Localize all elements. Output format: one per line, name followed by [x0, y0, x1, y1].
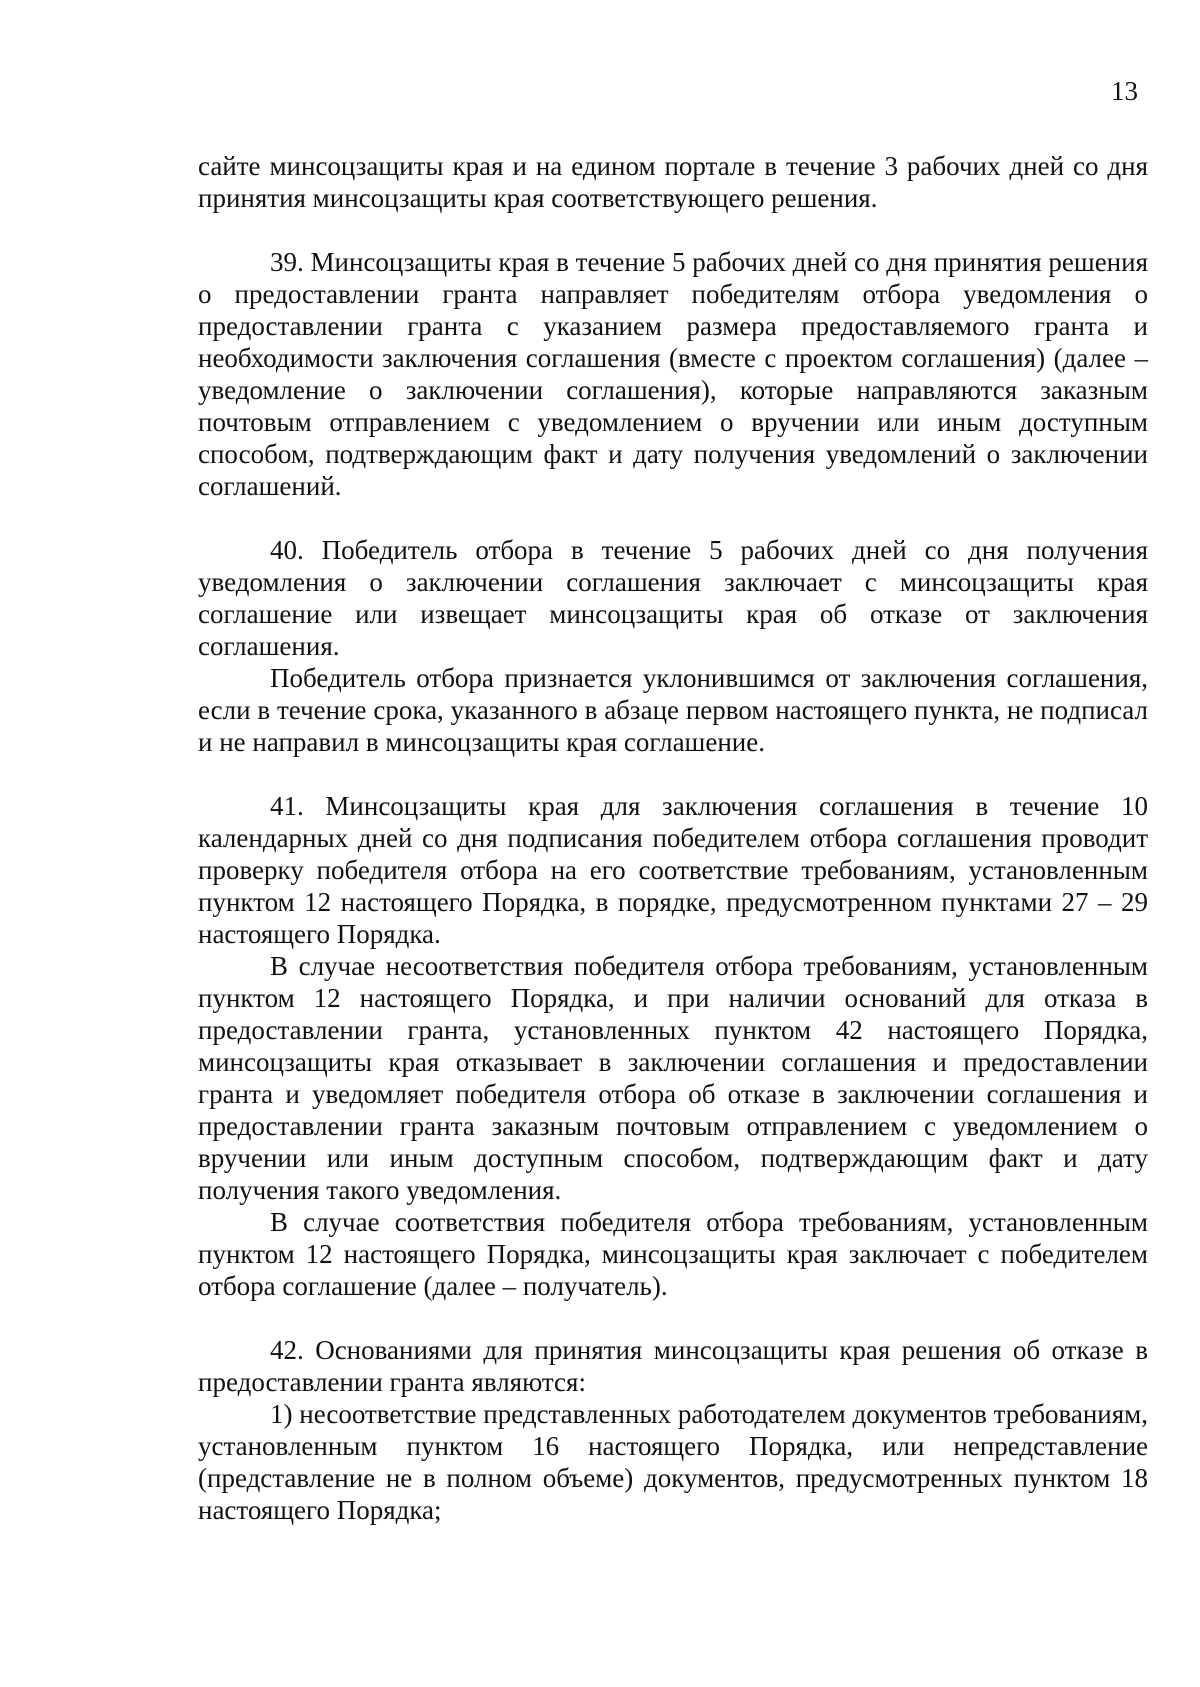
- paragraph-40: 40. Победитель отбора в течение 5 рабочих дней со дня получения уведомления о заключении соглашения заключает с минсоцзащиты края соглашение или извещает минсоцзащиты края об отказе от заключения соглашения.: [198, 535, 1148, 661]
- paragraph-41-part-3: В случае соответствия победителя отбора требованиям, установленным пунктом 12 настоящего Порядка, минсоцзащиты края заключает с победителем отбора соглашение (далее – получатель).: [198, 1207, 1148, 1301]
- paragraph-41: 41. Минсоцзащиты края для заключения соглашения в течение 10 календарных дней со дня подписания победителем отбора соглашения проводит проверку победителя отбора на его соответствие требованиям, установленным пунктом 12 настоящего Порядка, в порядке, предусмотренном пунктами 27 – 29 настоящего Порядка.: [198, 791, 1148, 949]
- paragraph-42-item-1: 1) несоответствие представленных работодателем документов требованиям, установленным пунктом 16 настоящего Порядка, или непредставление (представление не в полном объеме) документов, предусмотренных пунктом 18 настоящего Порядка;: [198, 1399, 1148, 1525]
- page-number: 13: [1111, 76, 1138, 106]
- paragraph-41-part-2: В случае несоответствия победителя отбора требованиям, установленным пунктом 12 настоящего Порядка, и при наличии оснований для отказа в предоставлении гранта, установленных пунктом 42 настоящего Порядка, минсоцзащиты края отказывает в заключении соглашения и предоставлении гранта и уведомляет победителя отбора об отказе в заключении соглашения и предоставлении гранта заказным почтовым отправлением с уведомлением о вручении или иным доступным способом, подтверждающим факт и дату получения такого уведомления.: [198, 951, 1148, 1205]
- paragraph-continuation: сайте минсоцзащиты края и на едином портале в течение 3 рабочих дней со дня принятия минсоцзащиты края соответствующего решения.: [198, 151, 1148, 213]
- paragraph-39: 39. Минсоцзащиты края в течение 5 рабочих дней со дня принятия решения о предоставлении гранта направляет победителям отбора уведомления о предоставлении гранта с указанием размера предоставляемого гранта и необходимости заключения соглашения (вместе с проектом соглашения) (далее – уведомление о заключении соглашения), которые направляются заказным почтовым отправлением с уведомлением о вручении или иным доступным способом, подтверждающим факт и дату получения уведомлений о заключении соглашений.: [198, 247, 1148, 501]
- paragraph-42: 42. Основаниями для принятия минсоцзащиты края решения об отказе в предоставлении гранта являются:: [198, 1335, 1148, 1397]
- document-body: [198, 150, 1148, 1526]
- paragraph-40-part-2: Победитель отбора признается уклонившимся от заключения соглашения, если в течение срока, указанного в абзаце первом настоящего пункта, не подписал и не направил в минсоцзащиты края соглашение.: [198, 663, 1148, 757]
